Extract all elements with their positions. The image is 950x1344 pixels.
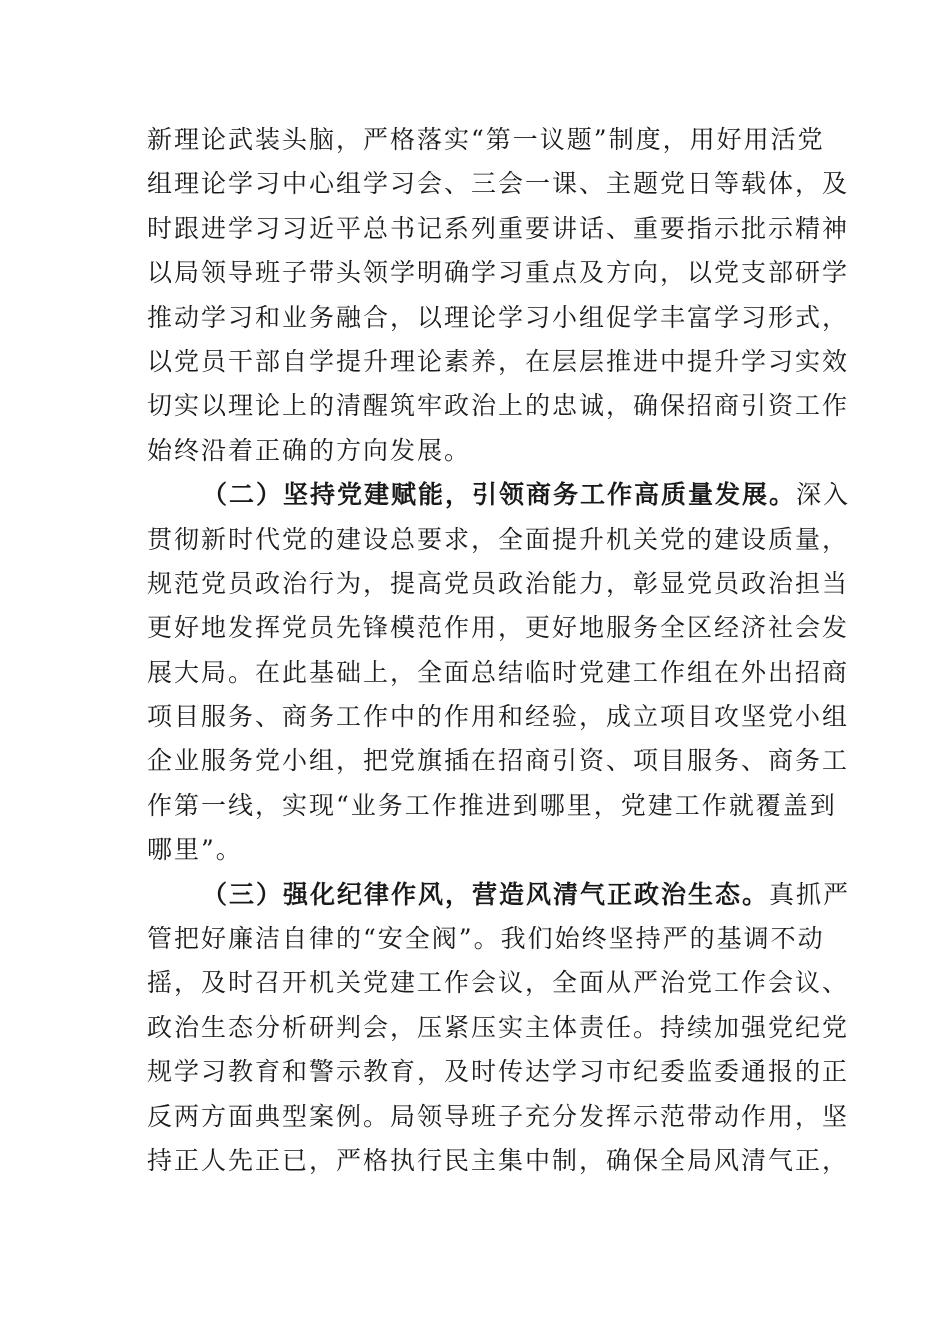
para3-line-4: 政治生态分析研判会，压紧压实主体责任。持续加强党纪党 [147, 1012, 850, 1042]
para2-line-8: 作第一线，实现“业务工作推进到哪里，党建工作就覆盖到 [147, 790, 837, 820]
para3-line-5: 规学习教育和警示教育，及时传达学习市纪委监委通报的正 [147, 1057, 850, 1087]
para3-line-2: 管把好廉洁自律的“安全阀”。我们始终坚持严的基调不动 [147, 924, 825, 954]
para2-line-3: 规范党员政治行为，提高党员政治能力，彰显党员政治担当 [147, 568, 850, 598]
para2-line-4: 更好地发挥党员先锋模范作用，更好地服务全区经济社会发 [147, 613, 850, 643]
para1-line-4: 以局领导班子带头领学明确学习重点及方向，以党支部研学 [147, 258, 850, 288]
para1-line-7: 切实以理论上的清醒筑牢政治上的忠诚，确保招商引资工作 [147, 391, 850, 421]
para3-heading: （三）强化纪律作风，营造风清气正政治生态。 [202, 879, 770, 909]
para2-line-1 [147, 473, 851, 517]
para1-line-3: 时跟进学习习近平总书记系列重要讲话、重要指示批示精神 [147, 213, 850, 243]
para3-line-3: 摇，及时召开机关党建工作会议，全面从严治党工作会议、 [147, 968, 850, 998]
para3-line-6: 反两方面典型案例。局领导班子充分发挥示范带动作用，坚 [147, 1101, 850, 1131]
para2-line-1-rest: 深入 [796, 480, 851, 510]
para1-line-1: 新理论武装头脑，严格落实“第一议题”制度，用好用活党 [147, 125, 825, 154]
para2-line-6: 项目服务、商务工作中的作用和经验，成立项目攻坚党小组 [147, 702, 850, 732]
para1-line-2: 组理论学习中心组学习会、三会一课、主题党日等载体，及 [147, 169, 850, 199]
para2-heading: （二）坚持党建赋能，引领商务工作高质量发展。 [202, 480, 797, 510]
para3-line-7: 持正人先正已，严格执行民主集中制，确保全局风清气正， [147, 1145, 850, 1175]
para1-line-5: 推动学习和业务融合，以理论学习小组促学丰富学习形式， [147, 302, 850, 332]
para2-line-9: 哪里”。 [147, 835, 243, 865]
para3-line-1-rest: 真抓严 [769, 879, 851, 909]
para2-line-5: 展大局。在此基础上，全面总结临时党建工作组在外出招商 [147, 657, 850, 687]
para3-line-1 [147, 873, 851, 917]
para1-line-6: 以党员干部自学提升理论素养，在层层推进中提升学习实效 [147, 346, 850, 376]
para2-line-2: 贯彻新时代党的建设总要求，全面提升机关党的建设质量， [147, 524, 850, 554]
body-text [147, 118, 851, 1183]
para2-line-7: 企业服务党小组，把党旗插在招商引资、项目服务、商务工 [147, 746, 850, 776]
para1-line-8: 始终沿着正确的方向发展。 [147, 435, 472, 465]
